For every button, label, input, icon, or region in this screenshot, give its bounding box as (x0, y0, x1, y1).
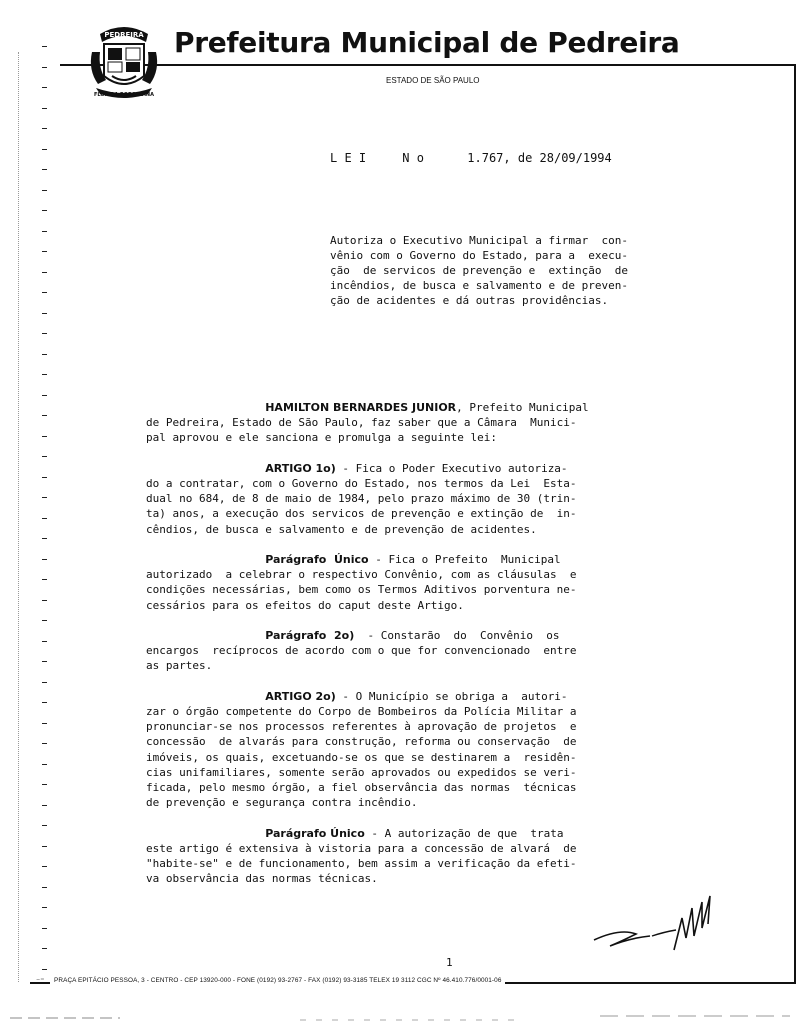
scan-margin-line (18, 52, 20, 982)
margin-tick (42, 128, 47, 129)
margin-tick (42, 415, 47, 416)
margin-tick (42, 743, 47, 744)
margin-tick (42, 641, 47, 642)
margin-tick (42, 210, 47, 211)
margin-tick (42, 518, 47, 519)
margin-tick (42, 87, 47, 88)
margin-tick (42, 169, 47, 170)
paragraph-lead: ARTIGO 2o) (265, 689, 336, 703)
margin-tick (42, 764, 47, 765)
paragraph-lead: Parágrafo Único (265, 826, 365, 840)
margin-tick (42, 456, 47, 457)
paragraph-text: , Prefeito Municipal de Pedreira, Estado de São Paulo, faz saber que a Câmara Munici- pal aprovou e ele sanciona e promulga a seguinte lei: (146, 401, 589, 445)
state-subtitle: ESTADO DE SÃO PAULO (386, 76, 480, 85)
margin-tick (42, 46, 47, 47)
margin-tick (42, 477, 47, 478)
margin-tick (42, 682, 47, 683)
law-body (146, 400, 758, 902)
municipality-title: Prefeitura Municipal de Pedreira (174, 26, 680, 59)
margin-tick (42, 374, 47, 375)
paragraph-indent (146, 690, 265, 703)
margin-tick (42, 620, 47, 621)
margin-tick (42, 928, 47, 929)
margin-tick (42, 292, 47, 293)
margin-tick (42, 702, 47, 703)
paragraph-indent (146, 401, 265, 414)
margin-tick (42, 723, 47, 724)
ementa-line: ção de servicos de prevenção e extinção de (330, 264, 629, 277)
margin-tick (42, 67, 47, 68)
margin-tick (42, 231, 47, 232)
ementa-line: ção de acidentes e dá outras providências. (330, 294, 609, 307)
law-paragraph (146, 826, 758, 887)
law-paragraph (146, 461, 758, 537)
paragraph-lead: Parágrafo Único (265, 553, 369, 566)
ementa-line: vênio com o Governo do Estado, para a execu- (330, 249, 629, 262)
crest-motto: FLOR DA PORCELANA (94, 92, 154, 98)
footer-address: PRAÇA EPITÁCIO PESSOA, 3 - CENTRO - CEP 13920-000 - FONE (0192) 93-2767 - FAX (0192) 93-3185 TELEX 19 3112 CGC Nº 46.410.776/0001-06 (50, 977, 505, 984)
crest-banner-text: PEDREIRA (104, 31, 144, 39)
margin-tick (42, 559, 47, 560)
law-paragraph (146, 628, 758, 674)
law-paragraph (146, 552, 758, 613)
paragraph-indent (146, 629, 265, 642)
margin-tick (42, 251, 47, 252)
margin-tick (42, 354, 47, 355)
paragraph-lead: Parágrafo 2o) (265, 629, 355, 642)
letterhead-rule-top (60, 64, 796, 66)
margin-tick (42, 805, 47, 806)
margin-tick (42, 313, 47, 314)
paragraph-indent (146, 827, 265, 840)
law-paragraph (146, 689, 758, 811)
paragraph-lead: HAMILTON BERNARDES JUNIOR (265, 401, 457, 414)
paragraph-text: - Constarão do Convênio os encargos recíprocos de acordo com o que for convencionado entre as partes. (146, 629, 577, 673)
law-paragraph (146, 400, 758, 446)
margin-tick (42, 661, 47, 662)
margin-tick (42, 272, 47, 273)
footer-arrow-icon: ⁻⁼ (36, 976, 45, 985)
margin-tick (42, 333, 47, 334)
paragraph-text: - Fica o Poder Executivo autoriza- do a contratar, com o Governo do Estado, nos termos da Lei Esta- dual no 684, de 8 de maio de 1984, pelo prazo máximo de 30 (trin- ta) anos, a execução dos servicos de prevenção e extinção de in- cêndios, de busca e salvamento e de prevenção de acidentes. (146, 461, 577, 536)
page-number: 1 (446, 956, 453, 969)
paragraph-text: - O Município se obriga a autori- zar o órgão competente do Corpo de Bombeiros da Polícia Militar a pronunciar-se nos processos referentes à aprovação de projetos e concessão de alvarás para construção, reforma ou conservação de imóveis, os quais, excetuando-se os que se destinarem a residên- cias unifamiliares, somente serão aprovados ou expedidos se veri- ficada, pelo mesmo órgão, a fiel observância das normas técnicas de prevenção e segurança contra incêndio. (146, 689, 577, 810)
paragraph-lead: ARTIGO 1o) (265, 461, 336, 475)
margin-tick (42, 784, 47, 785)
margin-tick (42, 907, 47, 908)
margin-tick (42, 149, 47, 150)
margin-tick (42, 190, 47, 191)
margin-tick (42, 846, 47, 847)
margin-tick (42, 436, 47, 437)
margin-tick (42, 866, 47, 867)
margin-tick (42, 395, 47, 396)
letterhead-rule-right (794, 64, 796, 982)
scan-artifact-marks (0, 1010, 800, 1030)
paragraph-text: - A autorização de que trata este artigo é extensiva à vistoria para a concessão de alvará de "habite-se" e de funcionamento, bem assim a verificação da efeti- va observância das normas técnicas. (146, 826, 577, 886)
paragraph-indent (146, 553, 265, 566)
margin-tick (42, 600, 47, 601)
paragraph-indent (146, 462, 265, 475)
law-ementa (330, 233, 758, 308)
margin-tick (42, 948, 47, 949)
margin-tick (42, 579, 47, 580)
binder-margin-ticks (28, 40, 52, 990)
margin-tick (42, 497, 47, 498)
margin-tick (42, 969, 47, 970)
margin-tick (42, 825, 47, 826)
margin-tick (42, 887, 47, 888)
ementa-line: incêndios, de busca e salvamento e de preven- (330, 279, 629, 292)
margin-tick (42, 108, 47, 109)
law-heading: L E I N o 1.767, de 28/09/1994 (330, 151, 612, 165)
signature-icon (590, 888, 730, 958)
margin-tick (42, 538, 47, 539)
ementa-line: Autoriza o Executivo Municipal a firmar con- (330, 234, 629, 247)
paragraph-text: - Fica o Prefeito Municipal autorizado a celebrar o respectivo Convênio, com as cláusulas e condições necessárias, bem como os Termos Aditivos porventura ne- cessários para os efeitos do caput deste Artigo. (146, 553, 577, 612)
